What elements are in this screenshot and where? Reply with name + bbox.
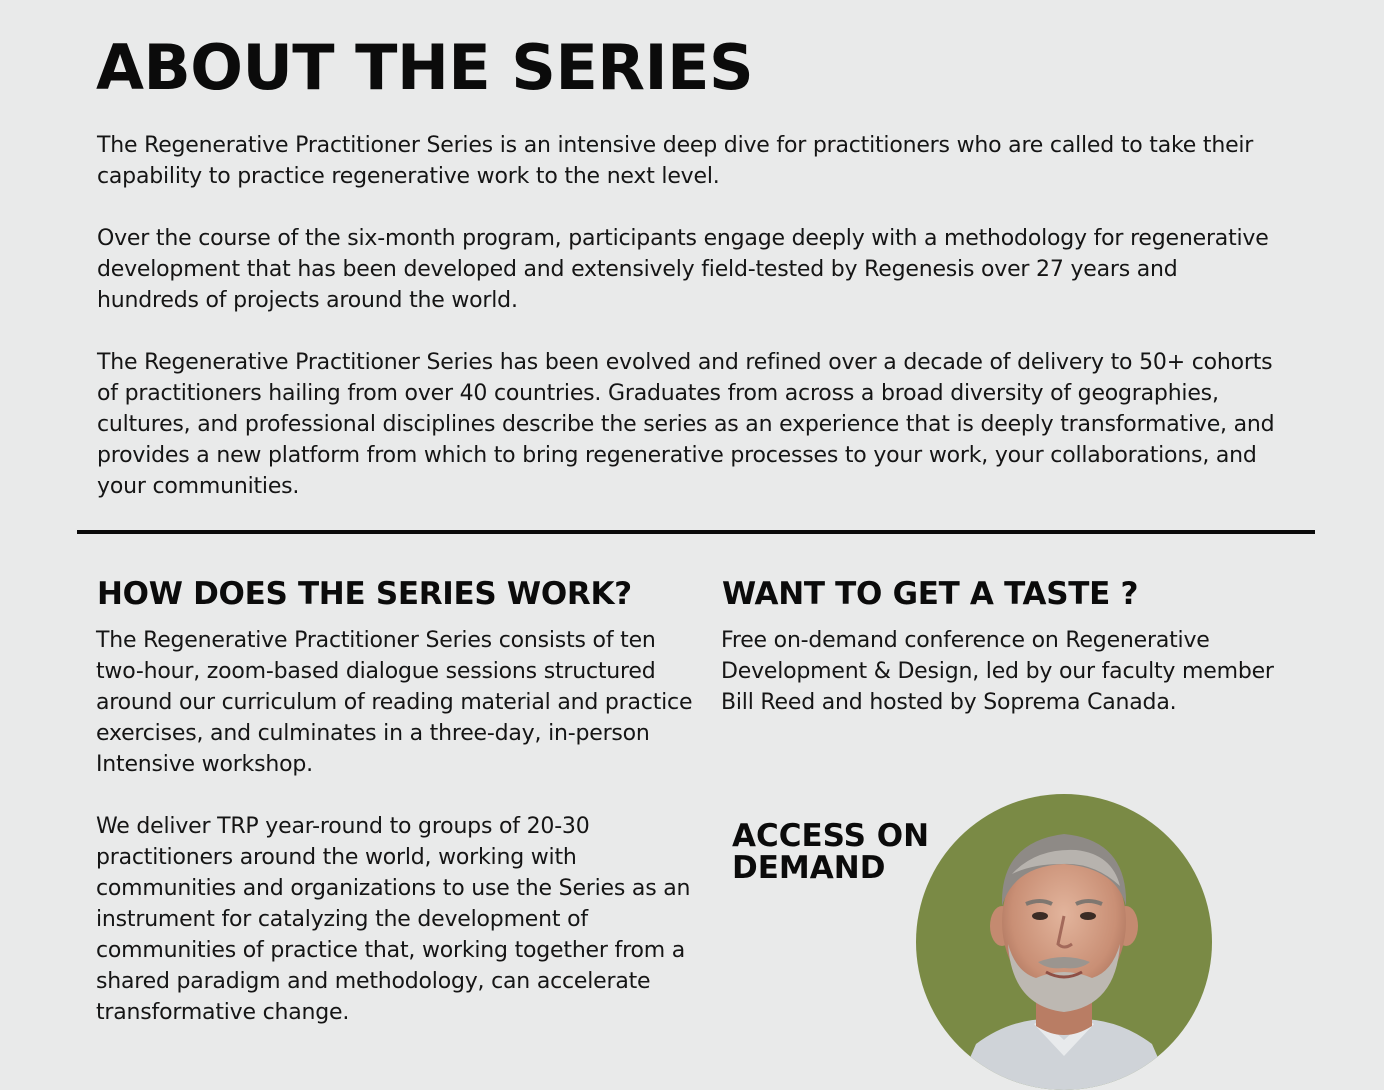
how-paragraph-2: We deliver TRP year-round to groups of 20-30 practitioners around the world, working with communities and organizations to use the Series as an instrument for catalyzing the development of communities of practice that, working together from a shared paradigm and methodology, can accelerate transformative change. [96, 814, 691, 1025]
about-paragraph-3: The Regenerative Practitioner Series has been evolved and refined over a decade of delivery to 50+ cohorts of practitioners hailing from over 40 countries. Graduates from across a broad diversity of geographies, cultures, and professional disciplines describe the series as an experience that is deeply transformative, and provides a new platform from which to bring regenerative processes to your work, your collaborations, and your communities. [97, 350, 1275, 499]
how-heading: HOW DOES THE SERIES WORK? [97, 576, 632, 612]
page-title: ABOUT THE SERIES [96, 31, 754, 104]
portrait-photo-icon[interactable] [916, 794, 1212, 1090]
access-on-demand-link[interactable]: ACCESS ON DEMAND [732, 818, 930, 886]
taste-paragraph: Free on-demand conference on Regenerative Development & Design, led by our faculty member Bill Reed and hosted by Soprema Canada. [721, 628, 1274, 715]
taste-section [721, 625, 1281, 749]
about-paragraph-1: The Regenerative Practitioner Series is an intensive deep dive for practitioners who are called to take their capability to practice regenerative work to the next level. [97, 133, 1254, 189]
how-section [96, 625, 696, 1059]
taste-heading: WANT TO GET A TASTE ? [722, 576, 1139, 612]
about-paragraph-2: Over the course of the six-month program, participants engage deeply with a methodology for regenerative development that has been developed and extensively field-tested by Regenesis over 27 years and hundreds of projects around the world. [97, 226, 1269, 313]
about-section [97, 130, 1277, 533]
how-paragraph-1: The Regenerative Practitioner Series consists of ten two-hour, zoom-based dialogue sessions structured around our curriculum of reading material and practice exercises, and culminates in a three-day, in-person Intensive workshop. [96, 628, 693, 777]
section-divider [77, 530, 1315, 534]
